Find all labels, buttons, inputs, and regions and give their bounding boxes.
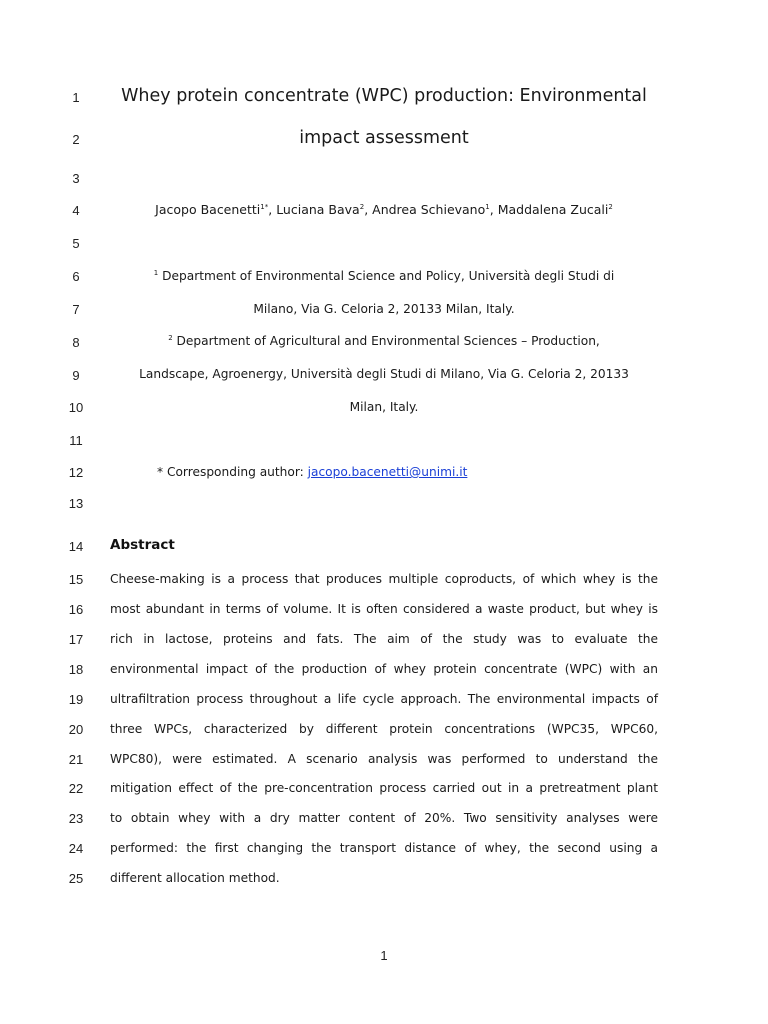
author-separator: , xyxy=(364,202,373,217)
line-number: 19 xyxy=(68,692,84,707)
affiliation-marker: 1 xyxy=(153,269,159,277)
author-separator: , xyxy=(268,202,277,217)
line-number: 10 xyxy=(68,400,84,415)
line-number: 6 xyxy=(72,269,80,284)
affiliation-2-cont: Landscape, Agroenergy, Università degli Studi di Milano, Via G. Celoria 2, 20133 xyxy=(139,367,629,381)
line-number: 7 xyxy=(72,302,80,317)
line-number: 3 xyxy=(72,171,80,186)
line-number: 15 xyxy=(68,572,84,587)
line-number: 17 xyxy=(68,632,84,647)
line-number: 13 xyxy=(68,496,84,511)
author-name: Maddalena Zucali xyxy=(497,202,609,217)
author-name: Jacopo Bacenetti xyxy=(155,202,261,217)
line-number: 5 xyxy=(72,236,80,251)
abstract-line: environmental impact of the production of whey protein concentrate (WPC) with an xyxy=(110,662,658,676)
line-number: 24 xyxy=(68,841,84,856)
author-name: Andrea Schievano xyxy=(372,202,486,217)
line-number: 12 xyxy=(68,465,84,480)
line-number: 21 xyxy=(68,752,84,767)
line-number: 8 xyxy=(72,335,80,350)
author-affiliation-marker: 2 xyxy=(359,203,365,211)
abstract-line: to obtain whey with a dry matter content of 20%. Two sensitivity analyses were xyxy=(110,811,658,825)
line-number: 25 xyxy=(68,871,84,886)
affiliation-text: Department of Environmental Science and Policy, Università degli Studi di xyxy=(158,269,615,283)
author-affiliation-marker: 1 xyxy=(485,203,490,211)
abstract-line: mitigation effect of the pre-concentration process carried out in a pretreatment plant xyxy=(110,781,658,795)
line-number: 22 xyxy=(68,781,84,796)
affiliation-1 xyxy=(110,269,658,283)
author-separator: , xyxy=(489,202,498,217)
affiliation-marker: 2 xyxy=(168,334,173,342)
line-number: 16 xyxy=(68,602,84,617)
abstract-line: different allocation method. xyxy=(110,871,280,885)
abstract-line: performed: the first changing the transport distance of whey, the second using a xyxy=(110,841,658,855)
abstract-line: most abundant in terms of volume. It is often considered a waste product, but whey is xyxy=(110,602,658,616)
line-number: 20 xyxy=(68,722,84,737)
paper-title-line-1: Whey protein concentrate (WPC) production: Environmental xyxy=(121,86,647,106)
line-number: 1 xyxy=(72,90,80,105)
abstract-line: Cheese-making is a process that produces multiple coproducts, of which whey is the xyxy=(110,572,658,586)
affiliation-1-cont: Milano, Via G. Celoria 2, 20133 Milan, Italy. xyxy=(253,302,515,316)
author-affiliation-marker: 1* xyxy=(260,203,269,211)
page-number: 1 xyxy=(380,948,388,963)
line-number: 9 xyxy=(72,368,80,383)
author-affiliation-marker: 2 xyxy=(608,203,613,211)
affiliation-text: Department of Agricultural and Environmental Sciences – Production, xyxy=(172,334,600,348)
line-number: 23 xyxy=(68,811,84,826)
author-list xyxy=(110,202,658,217)
corresponding-label: * Corresponding author: xyxy=(157,465,308,479)
abstract-line: WPC80), were estimated. A scenario analysis was performed to understand the xyxy=(110,752,658,766)
paper-title-line-2: impact assessment xyxy=(299,128,469,148)
author-name: Luciana Bava xyxy=(276,202,360,217)
abstract-line: three WPCs, characterized by different protein concentrations (WPC35, WPC60, xyxy=(110,722,658,736)
line-number: 18 xyxy=(68,662,84,677)
corresponding-email-link[interactable]: jacopo.bacenetti@unimi.it xyxy=(307,465,468,479)
line-number: 2 xyxy=(72,132,80,147)
line-number: 11 xyxy=(69,433,83,448)
affiliation-2-cont: Milan, Italy. xyxy=(349,400,419,414)
abstract-line: rich in lactose, proteins and fats. The aim of the study was to evaluate the xyxy=(110,632,658,646)
line-number: 4 xyxy=(72,203,80,218)
affiliation-2 xyxy=(110,334,658,348)
corresponding-author xyxy=(157,465,657,479)
line-number: 14 xyxy=(68,539,84,554)
abstract-line: ultrafiltration process throughout a life cycle approach. The environmental impacts of xyxy=(110,692,658,706)
abstract-heading: Abstract xyxy=(110,537,175,553)
